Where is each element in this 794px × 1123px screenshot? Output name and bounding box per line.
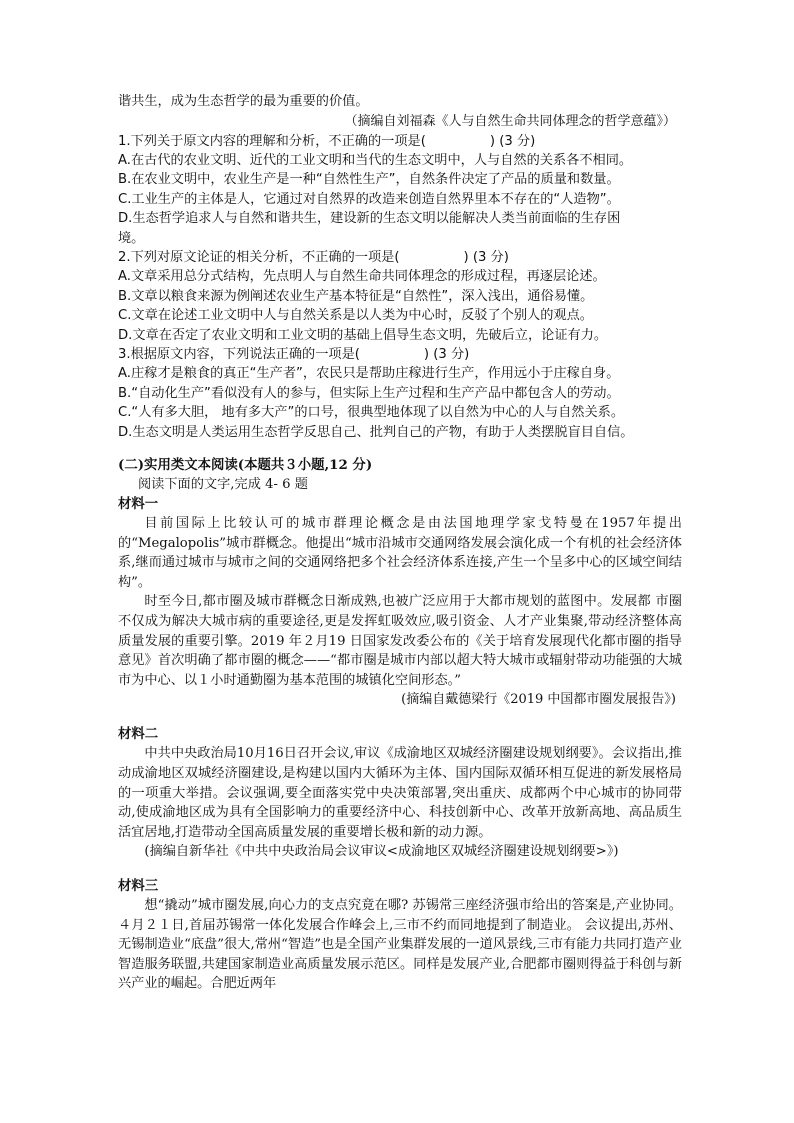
question-2-score: ) (3 分) — [463, 250, 509, 266]
question-2-option-a: A.文章采用总分式结构，先点明人与自然生命共同体理念的形成过程，再逐层论述。 — [118, 269, 606, 285]
material-2-paragraph-1: 中共中央政治局10月16日召开会议,审议《成渝地区双城经济圈建设规划纲要》。会议指出,推动成渝地区双城经济圈建设,是构建以国内大循环为主体、国内国际双循环相互促进的新发展格局的一项重大举措。会议强调,要全面落实党中央决策部署,突出重庆、成都两个中心城市的协同带动,使成渝地区成为具有全国影响力的重要经济中心、科技创新中心、改革开放新高地、高品质生活宜居地,打造带动全国高质量发展的重要增长极和新的动力源。 — [118, 746, 682, 840]
question-3-option-d: D.生态文明是人类运用生态哲学反思自己、批判自己的产物，有助于人类摆脱盲目自信。 — [118, 424, 634, 440]
question-2-option-b: B.文章以粮食来源为例阐述农业生产基本特征是“自然性”，深入浅出，通俗易懂。 — [118, 288, 594, 304]
question-2-stem-text: 2.下列对原文论证的相关分析，不正确的一项是( — [118, 250, 400, 266]
question-3-score: ) (3 分) — [423, 347, 470, 363]
top-paragraph: 谐共生，成为生态哲学的最为重要的价值。 — [118, 94, 369, 109]
question-3-stem-text: 3.根据原文内容，下列说法正确的一项是( — [118, 347, 360, 363]
question-3-option-b: B.“自动化生产”看似没有人的参与，但实际上生产过程和生产产品中都包含人的劳动。 — [118, 385, 620, 401]
question-1-option-d: D.生态哲学追求人与自然和谐共生，建设新的生态文明以能解决人类当前面临的生存困 — [118, 211, 621, 227]
question-3-stem — [118, 345, 682, 364]
question-3-option-c: C.“人有多大胆， 地有多大产”的口号，很典型地体现了以自然为中心的人与自然关系。 — [118, 405, 625, 421]
question-1 — [118, 132, 682, 248]
question-1-stem — [118, 132, 682, 151]
question-3-option-a: A.庄稼才是粮食的真正“生产者”，农民只是帮助庄稼进行生产，作用远小于庄稼自身。 — [118, 366, 620, 382]
question-1-option-d-cont: 境。 — [118, 230, 145, 246]
material-1-paragraph-1: 目前国际上比较认可的城市群理论概念是由法国地理学家戈特曼在1957年提出的“Megalopolis”城市群概念。他提出“城市沿城市交通网络发展会演化成一个有机的社会经济体系,继而通过城市与城市之间的交通网络把多个社会经济体系连接,产生一个呈多中心的区域空间结构”。 — [118, 516, 682, 590]
question-2-stem — [118, 248, 682, 267]
question-1-option-b: B.在农业文明中，农业生产是一种“自然性生产”，自然条件决定了产品的质量和数量。 — [118, 172, 620, 188]
material-1-title: 材料一 — [118, 496, 159, 513]
section-instruction: 阅读下面的文字,完成 4- 6 题 — [138, 477, 308, 493]
question-2-option-d: D.文章在否定了农业文明和工业文明的基础上倡导生态文明，先破后立，论证有力。 — [118, 327, 608, 343]
question-2-option-c: C.文章在论述工业文明中人与自然关系是以人类为中心时，反驳了个别人的观点。 — [118, 308, 593, 324]
top-source: （摘编自刘福森《人与自然生命共同体理念的哲学意蕴》） — [344, 113, 676, 129]
material-2-source: (摘编自新华社《中共中央政治局会议审议<成渝地区双城经济圈建设规划纲要>》) — [144, 844, 619, 860]
question-3 — [118, 345, 682, 442]
question-1-option-a: A.在古代的农业文明、近代的工业文明和当代的生态文明中，人与自然的关系各不相同。 — [118, 153, 633, 168]
material-3-paragraph-1: 想“撬动”城市圈发展,向心力的支点究竟在哪? 苏锡常三座经济强市给出的答案是,产业协同。４月２１日,首届苏锡常一体化发展合作峰会上,三市不约而同地提到了制造业。 会议提出,苏州、无锡制造业“底盘”很大,常州“智造”也是全国产业集群发展的一道风景线,三市有能力共同打造产业智造服务联盟,共建国家制造业高质量发展示范区。同样是发展产业,合肥都市圈则得益于科创与新兴产业的崛起。合肥近两年 — [118, 898, 682, 992]
material-3-title: 材料三 — [118, 878, 159, 894]
question-1-stem-text: 1.下列关于原文内容的理解和分析，不正确的一项是( — [118, 133, 426, 149]
document-page — [118, 92, 682, 994]
material-1-paragraph-2: 时至今日,都市圈及城市群概念日渐成熟,也被广泛应用于大都市规划的蓝图中。发展都 市圈不仅成为解决大城市病的重要途径,更是发挥虹吸效应,吸引资金、人才产业集聚,带动经济整体高质量发展的重要引擎。2019 年２月19 日国家发改委公布的《关于培育发展现代化都市圈的指导意见》首次明确了都市圈的概念——“都市圈是城市内部以超大特大城市或辐射带动功能强的大城市为中心、以１小时通勤圈为基本范围的城镇化空间形态。” — [118, 594, 682, 688]
question-1-score: ) (3 分) — [489, 133, 536, 149]
question-1-option-c: C.工业生产的主体是人，它通过对自然界的改造来创造自然界里本不存在的“人造物”。 — [118, 191, 620, 207]
material-2-title: 材料二 — [118, 726, 159, 743]
section-heading: (二)实用类文本阅读(本题共３小题,12 分) — [118, 457, 373, 474]
material-1-source: (摘编自戴德梁行《2019 中国都市圈发展报告》) — [401, 692, 676, 708]
question-2 — [118, 248, 682, 345]
